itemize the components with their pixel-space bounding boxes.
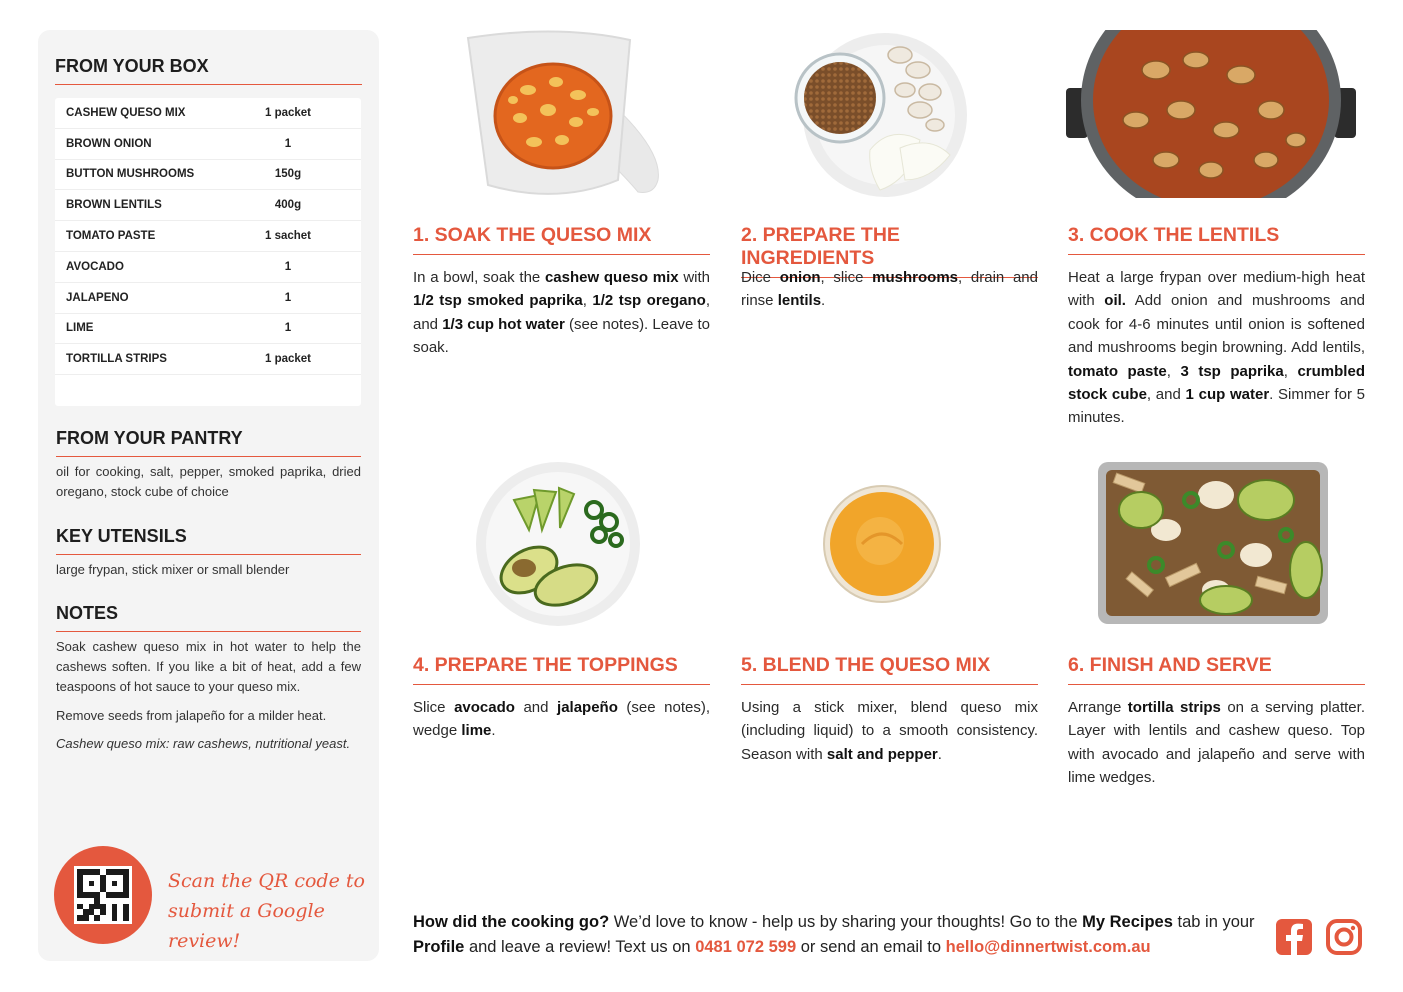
- step-emphasis: 1/2 tsp smoked paprika: [413, 292, 583, 310]
- footer-text-2: tab in your: [1172, 913, 1255, 931]
- qr-caption-line1: Scan the QR code to: [168, 870, 365, 892]
- step-emphasis: cashew queso mix: [544, 269, 679, 286]
- ingredients-prep-photo: [790, 30, 970, 200]
- ingredient-name: BROWN LENTILS: [66, 199, 162, 212]
- qr-badge[interactable]: [54, 846, 152, 944]
- step-text: In a bowl, soak the: [413, 269, 545, 286]
- step-text: .: [821, 292, 826, 310]
- ingredient-name: LIME: [66, 322, 94, 335]
- step-5-body: [741, 696, 1038, 766]
- step-text: , and: [1146, 386, 1186, 404]
- pantry-text: oil for cooking, salt, pepper, smoked paprika, dried oregano, stock cube of choice: [56, 464, 361, 499]
- step-text: ,: [1166, 362, 1181, 380]
- step-emphasis: tomato paste: [1068, 362, 1167, 380]
- ingredient-qty: 1: [284, 291, 292, 304]
- step-3-body: [1068, 266, 1365, 430]
- finished-dish-photo: [1096, 460, 1332, 628]
- step-3-title: 3. COOK THE LENTILS: [1068, 224, 1365, 255]
- footer-text-3: and leave a review! Text us on: [464, 938, 696, 956]
- notes-text-3: Cashew queso mix: raw cashews, nutritional yeast.: [56, 736, 351, 751]
- step-1-body: [413, 266, 710, 360]
- ingredient-qty: 1 packet: [264, 353, 312, 366]
- step-text: and: [514, 699, 558, 716]
- utensils-heading: KEY UTENSILS: [56, 526, 361, 555]
- step-emphasis: avocado: [454, 699, 515, 716]
- box-heading: FROM YOUR BOX: [55, 56, 362, 85]
- step-emphasis: oil.: [1104, 292, 1126, 310]
- step-text: Using a stick mixer, blend queso mix (including liquid) to a smooth consistency. Season with: [741, 699, 1038, 763]
- step-emphasis: 1 cup water: [1185, 386, 1270, 404]
- pantry-heading: FROM YOUR PANTRY: [56, 428, 361, 457]
- lentils-pan-photo: [1066, 30, 1356, 198]
- ingredient-qty: 150g: [274, 168, 302, 181]
- ingredient-name: JALAPENO: [66, 291, 129, 304]
- box-ingredient-row: [55, 221, 361, 252]
- box-ingredient-row: [55, 252, 361, 283]
- step-text: , and: [413, 292, 710, 333]
- step-2-title: 2. PREPARE THE INGREDIENTS: [741, 224, 1038, 278]
- notes-text-1: Soak cashew queso mix in hot water to help the cashews soften. If you like a bit of heat, add a few teaspoons of hot sauce to your queso mix.: [56, 639, 361, 694]
- phone-link[interactable]: 0481 072 599: [695, 938, 797, 956]
- ingredient-qty: 1 packet: [264, 106, 312, 119]
- box-ingredients-table: [55, 98, 361, 406]
- box-ingredient-row: [55, 314, 361, 345]
- footer-question: How did the cooking go?: [413, 913, 610, 931]
- step-text: with: [678, 269, 710, 286]
- step-emphasis: crumbled stock cube: [1068, 362, 1365, 404]
- step-text: Arrange: [1068, 699, 1128, 716]
- step-text: on a serving platter. Layer with lentils and cashew queso. Top with avocado and jalapeño and serve with lime wedges.: [1068, 699, 1365, 787]
- step-6-body: [1068, 696, 1365, 790]
- footer-message: [413, 910, 1263, 960]
- footer-text-1: We’d love to know - help us by sharing your thoughts! Go to the: [609, 913, 1083, 931]
- step-4-body: [413, 696, 710, 743]
- step-text: ,: [1283, 362, 1298, 380]
- facebook-icon[interactable]: [1275, 918, 1313, 956]
- box-ingredient-row: [55, 98, 361, 129]
- box-ingredient-row: [55, 190, 361, 221]
- step-1-title: 1. SOAK THE QUESO MIX: [413, 224, 710, 255]
- blended-queso-photo: [822, 484, 942, 604]
- box-ingredient-row: [55, 160, 361, 191]
- notes-text-2: Remove seeds from jalapeño for a milder heat.: [56, 708, 327, 723]
- ingredient-qty: 1: [284, 322, 292, 335]
- footer-text-4: or send an email to: [796, 938, 946, 956]
- step-text: Slice: [413, 699, 455, 716]
- step-5-title: 5. BLEND THE QUESO MIX: [741, 654, 1038, 685]
- step-emphasis: mushrooms: [872, 269, 959, 286]
- step-text: (see notes). Leave to soak.: [413, 315, 710, 357]
- qr-code-icon[interactable]: [74, 866, 132, 924]
- ingredient-qty: 1: [284, 137, 292, 150]
- qr-caption: [168, 866, 368, 956]
- utensils-text: large frypan, stick mixer or small blender: [56, 562, 290, 577]
- step-emphasis: salt and pepper: [826, 745, 938, 763]
- ingredient-qty: 400g: [274, 199, 302, 212]
- step-emphasis: lentils: [777, 292, 822, 310]
- instagram-icon[interactable]: [1325, 918, 1363, 956]
- queso-soak-photo: [458, 30, 668, 200]
- step-emphasis: jalapeño: [557, 699, 618, 716]
- profile-link[interactable]: Profile: [413, 938, 465, 956]
- step-text: Dice: [741, 269, 780, 286]
- step-emphasis: 1/3 cup hot water: [442, 315, 565, 333]
- step-6-title: 6. FINISH AND SERVE: [1068, 654, 1365, 685]
- ingredient-name: AVOCADO: [66, 260, 124, 273]
- ingredient-name: BROWN ONION: [66, 137, 152, 150]
- step-text: Add onion and mushrooms and cook for 4-6 minutes until onion is softened and mushrooms begin browning. Add lentils,: [1068, 292, 1366, 357]
- step-4-title: 4. PREPARE THE TOPPINGS: [413, 654, 710, 685]
- step-text: , drain and rinse: [741, 269, 1038, 310]
- email-link[interactable]: hello@dinnertwist.com.au: [945, 938, 1151, 956]
- notes-heading: NOTES: [56, 603, 361, 632]
- step-emphasis: onion: [779, 269, 821, 286]
- step-emphasis: 1/2 tsp oregano: [592, 292, 706, 310]
- ingredient-name: TOMATO PASTE: [66, 230, 156, 243]
- box-ingredient-row: [55, 129, 361, 160]
- step-text: , slice: [820, 269, 873, 286]
- step-emphasis: tortilla strips: [1127, 699, 1221, 716]
- step-text: . Simmer for 5 minutes.: [1068, 386, 1365, 427]
- qr-caption-line2: submit a Google review!: [168, 900, 325, 952]
- sidebar: [38, 30, 379, 961]
- step-text: Heat a large frypan over medium-high heat with: [1068, 269, 1365, 310]
- step-2-body: [741, 266, 1038, 313]
- ingredient-name: CASHEW QUESO MIX: [66, 106, 186, 119]
- ingredient-qty: 1 sachet: [264, 230, 312, 243]
- step-text: .: [491, 722, 496, 740]
- box-ingredient-row: [55, 344, 361, 375]
- ingredient-qty: 1: [284, 260, 292, 273]
- ingredient-name: BUTTON MUSHROOMS: [66, 168, 195, 181]
- step-text: (see notes), wedge: [413, 699, 710, 740]
- step-emphasis: lime: [461, 722, 492, 740]
- step-text: ,: [582, 292, 593, 310]
- step-emphasis: 3 tsp paprika: [1180, 362, 1284, 380]
- toppings-photo: [474, 460, 644, 630]
- box-ingredient-row: [55, 283, 361, 314]
- ingredient-name: TORTILLA STRIPS: [66, 353, 167, 366]
- step-text: .: [937, 745, 942, 763]
- my-recipes-link[interactable]: My Recipes: [1082, 913, 1173, 931]
